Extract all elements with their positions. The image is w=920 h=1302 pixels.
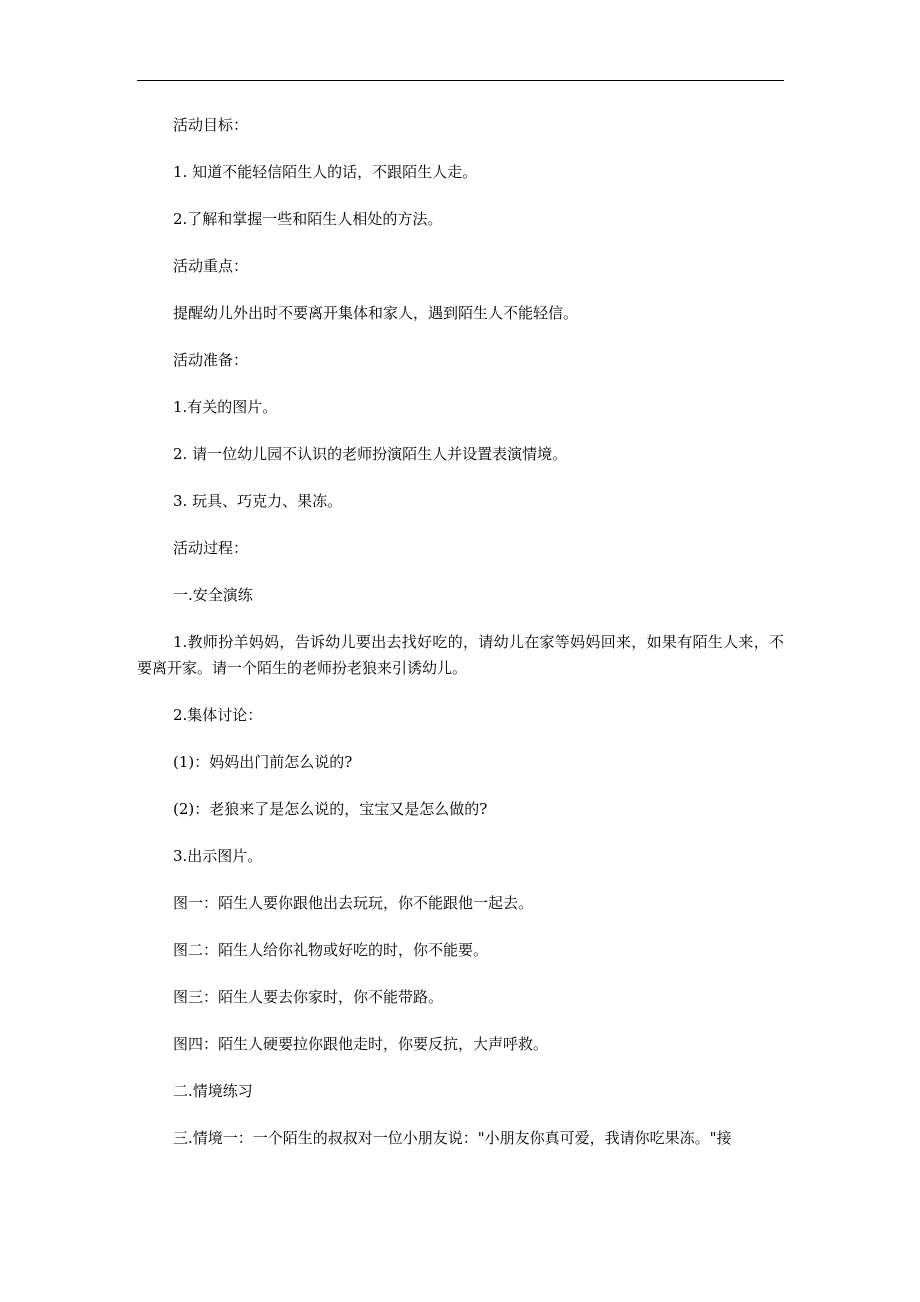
heading-activity-preparation: 活动准备： <box>173 351 249 369</box>
preparation-item-3: 3. 玩具、巧克力、果冻。 <box>173 492 343 510</box>
section-scenario-practice: 二.情境练习 <box>173 1082 253 1100</box>
discussion-question-1: (1)：妈妈出门前怎么说的? <box>173 753 353 771</box>
document-body <box>137 112 784 1151</box>
process-step-2: 2.集体讨论： <box>173 706 263 724</box>
heading-activity-goals: 活动目标： <box>173 116 249 134</box>
process-step-3: 3.出示图片。 <box>173 847 263 865</box>
picture-item-3: 图三：陌生人要去你家时，你不能带路。 <box>173 988 444 1006</box>
preparation-item-2: 2. 请一位幼儿园不认识的老师扮演陌生人并设置表演情境。 <box>173 445 568 463</box>
heading-activity-focus: 活动重点： <box>173 257 249 275</box>
heading-activity-process: 活动过程： <box>173 539 249 557</box>
goal-item-2: 2.了解和掌握一些和陌生人相处的方法。 <box>173 210 443 228</box>
header-rule <box>137 80 784 81</box>
focus-text: 提醒幼儿外出时不要离开集体和家人，遇到陌生人不能轻信。 <box>173 304 579 322</box>
preparation-item-1: 1.有关的图片。 <box>173 398 278 416</box>
picture-item-1: 图一：陌生人要你跟他出去玩玩，你不能跟他一起去。 <box>173 894 534 912</box>
discussion-question-2: (2)：老狼来了是怎么说的，宝宝又是怎么做的? <box>173 800 488 818</box>
picture-item-2: 图二：陌生人给你礼物或好吃的时，你不能要。 <box>173 941 489 959</box>
scenario-1-text: 三.情境一：一个陌生的叔叔对一位小朋友说："小朋友你真可爱，我请你吃果冻。"接 <box>173 1129 732 1147</box>
goal-item-1: 1. 知道不能轻信陌生人的话，不跟陌生人走。 <box>173 163 478 181</box>
picture-item-4: 图四：陌生人硬要拉你跟他走时，你要反抗，大声呼救。 <box>173 1035 549 1053</box>
process-step-1: 1.教师扮羊妈妈，告诉幼儿要出去找好吃的，请幼儿在家等妈妈回来，如果有陌生人来，不要离开家。请一个陌生的老师扮老狼来引诱幼儿。 <box>137 633 784 677</box>
section-safety-drill: 一.安全演练 <box>173 586 253 604</box>
